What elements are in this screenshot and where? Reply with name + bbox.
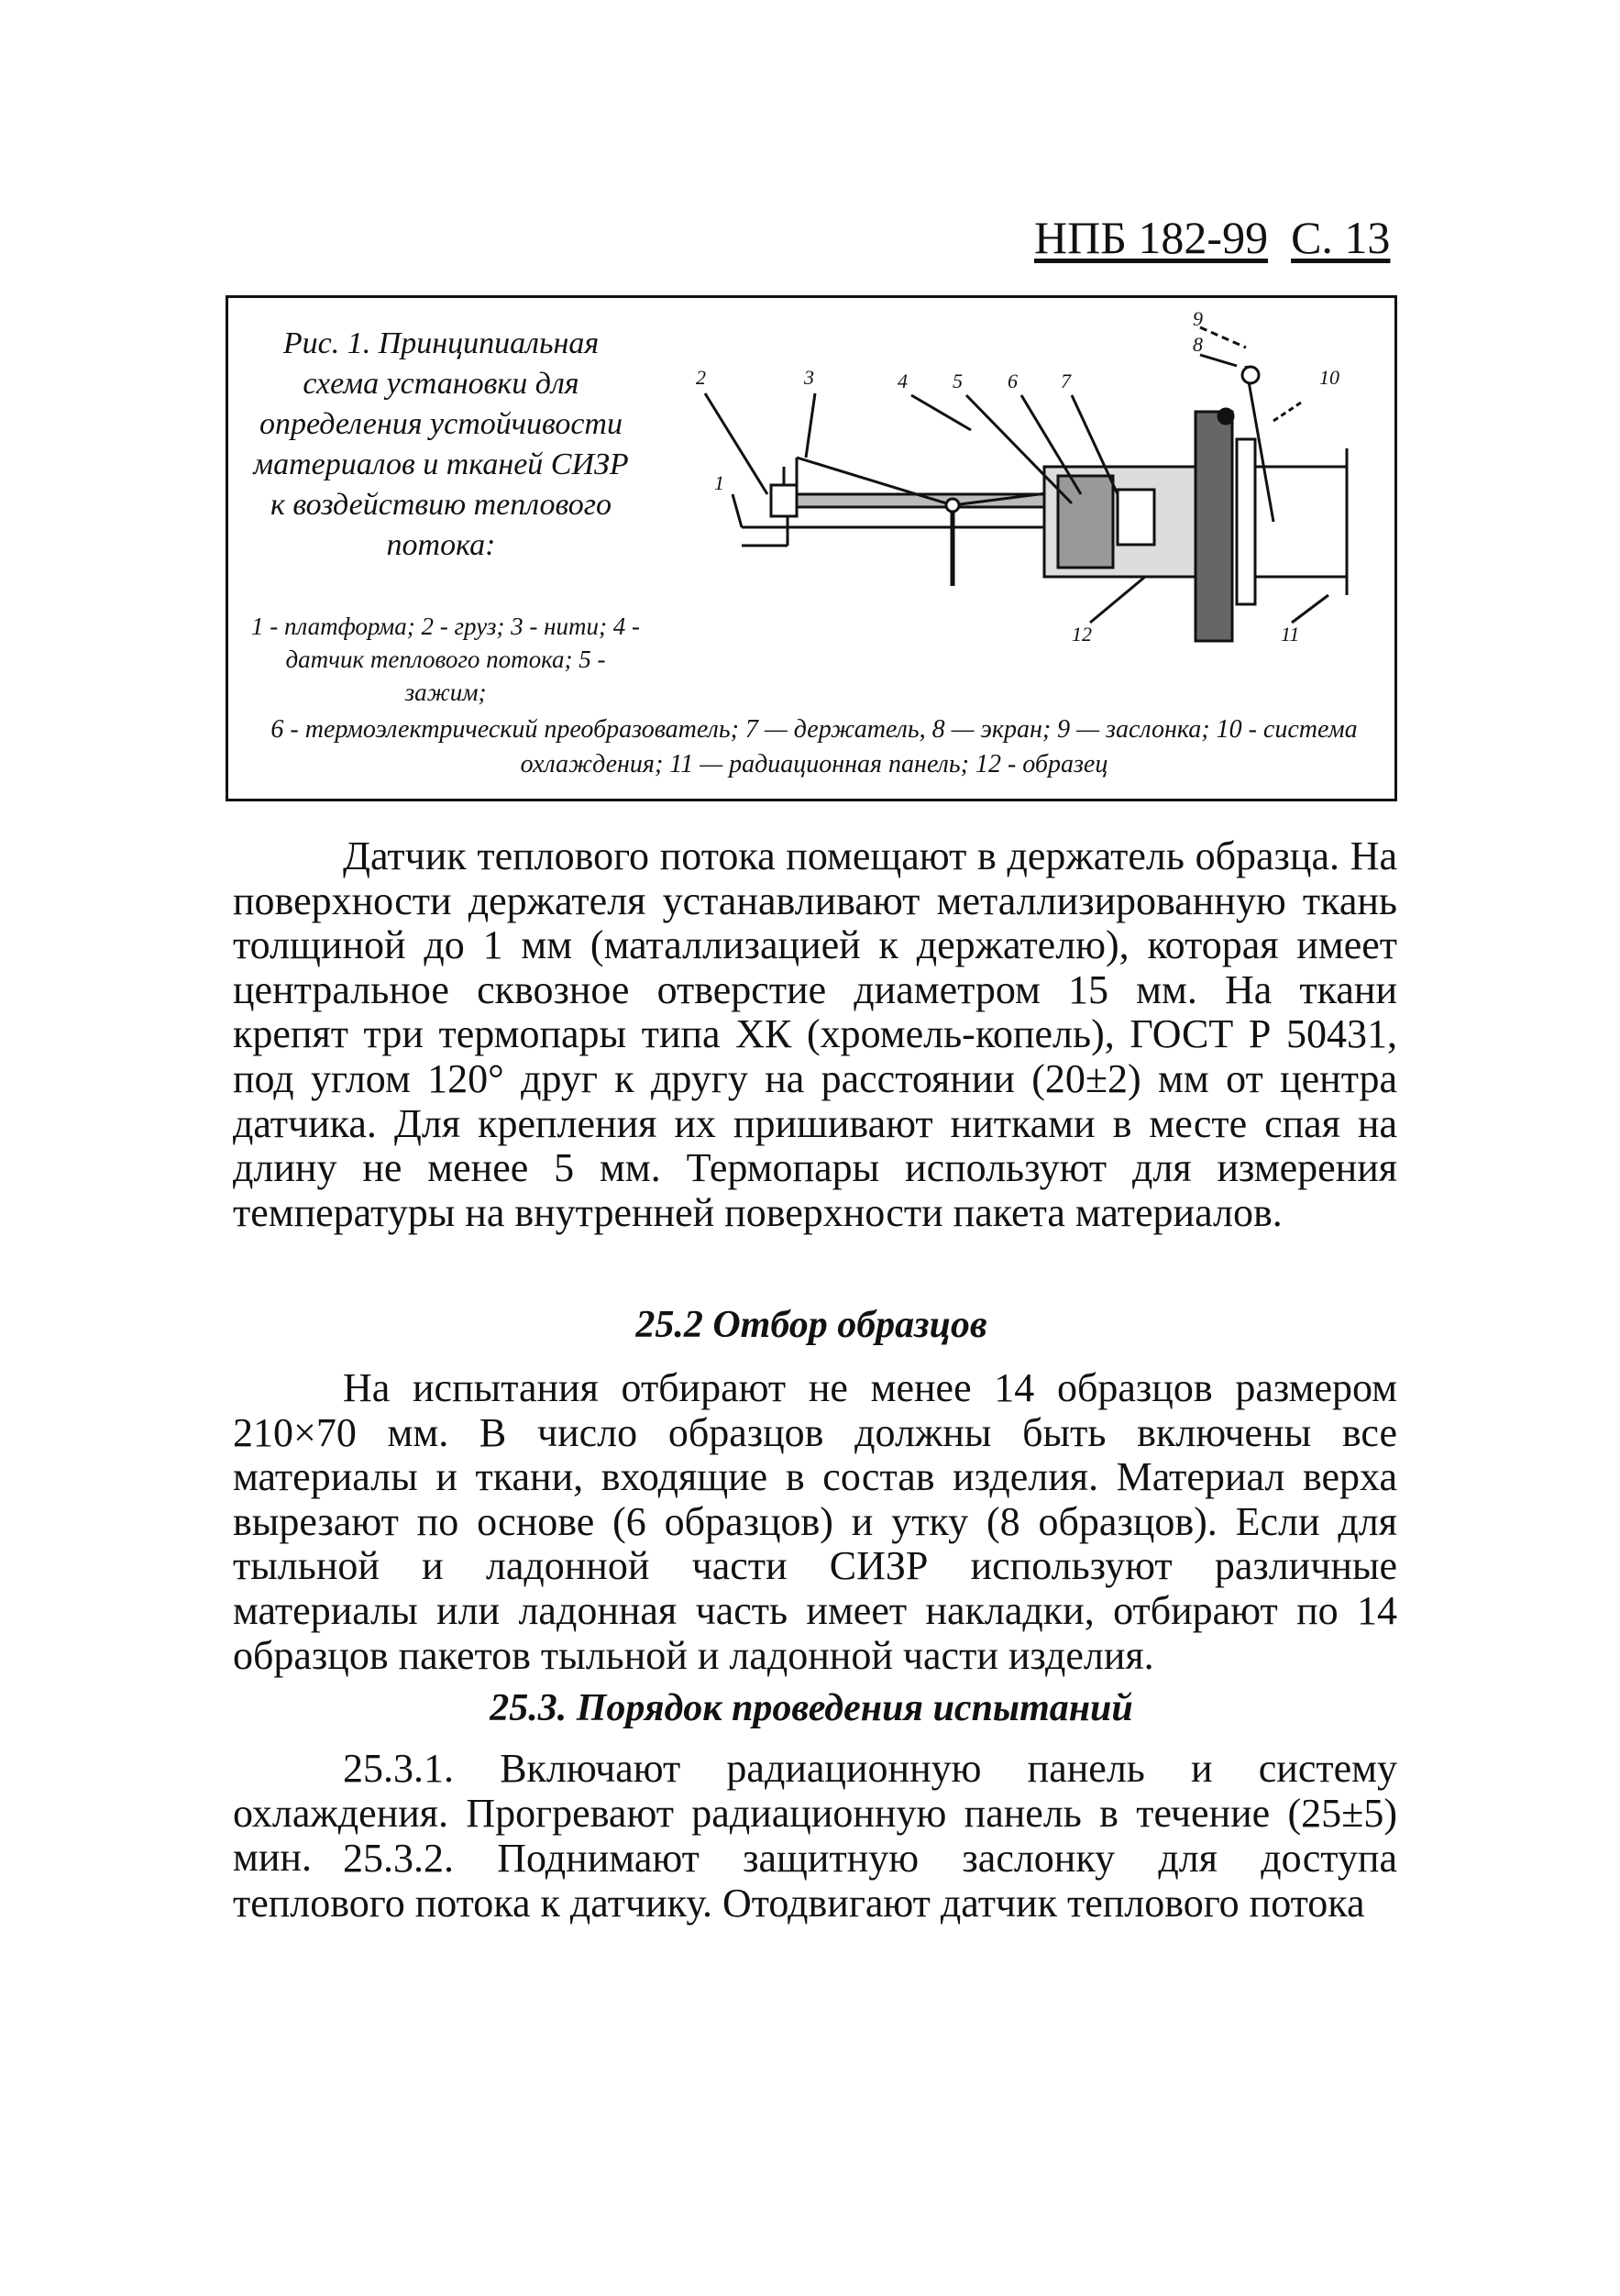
paragraph-sampling: На испытания отбирают не менее 14 образцов размером 210×70 мм. В число образцов должны быть включены все материалы и ткани, входящие в состав изделия. Материал верха вырезают по основе (6 образцов) и утку (8 образцов). Если для тыльной и ладонной части СИЗР используют различные материалы или ладонная часть имеет накладки, отбирают по 14 образцов пакетов тыльной и ладонной части изделия. <box>233 1365 1397 1678</box>
callout-5: 5 <box>953 370 963 392</box>
paragraph-25-3-1: 25.3.1. Включают радиационную панель и систему охлаждения. Прогревают радиационную панель в течение (25±5) мин. <box>233 1746 1397 1881</box>
apparatus-diagram <box>687 311 1393 707</box>
callout-1: 1 <box>714 471 724 494</box>
paragraph-25-3-2: 25.3.2. Поднимают защитную заслонку для доступа теплового потока к датчику. Отодвигают датчик теплового потока <box>233 1836 1397 1926</box>
figure-frame <box>226 295 1397 801</box>
heading-25-3: 25.3. Порядок проведения испытаний <box>490 1687 1133 1729</box>
heading-25-2: 25.2 Отбор образцов <box>635 1304 987 1346</box>
callout-12: 12 <box>1072 623 1092 646</box>
screen-shape <box>1196 412 1232 641</box>
page-header <box>1034 209 1396 266</box>
callout-10: 10 <box>1319 366 1339 389</box>
callout-4: 4 <box>898 370 908 392</box>
callout-2: 2 <box>696 366 706 389</box>
document-code: НПБ 182-99 <box>1034 212 1269 263</box>
radiant-panel-shape <box>1237 439 1255 604</box>
figure-legend-part2: 6 - термоэлектрический преобразователь; 7 — держатель, 8 — экран; 9 — заслонка; 10 - система охлаждения; 11 — радиационная панель; 12 - образец <box>270 715 1358 778</box>
paragraph-sensor: Датчик теплового потока помещают в держатель образца. На поверхности держателя устанавливают металлизированную ткань толщиной до 1 мм (маталлизацией к держателю), которая имеет центральное сквозное отверстие диаметром 15 мм. На ткани крепят три термопары типа ХК (хромель-копель), ГОСТ Р 50431, под углом 120° друг к другу на расстоянии (20±2) мм от центра датчика. Для крепления их пришивают нитками в месте спая на длину не менее 5 мм. Термопары используют для измерения температуры на внутренней поверхности пакета материалов. <box>233 833 1397 1235</box>
callout-8: 8 <box>1193 333 1203 356</box>
callout-9: 9 <box>1193 311 1203 330</box>
callout-3: 3 <box>804 366 814 389</box>
weight-shape <box>771 485 797 516</box>
callout-11: 11 <box>1281 623 1300 646</box>
figure-caption: Рис. 1. Принципиальная схема установки для определения устойчивости материалов и тканей СИЗР к воздействию теплового потока: <box>253 326 629 562</box>
page-number: С. 13 <box>1291 212 1391 263</box>
callout-6: 6 <box>1008 370 1018 392</box>
figure-legend-part1: 1 - платформа; 2 - груз; 3 - нити; 4 - датчик теплового потока; 5 - зажим; <box>251 613 640 706</box>
callout-7: 7 <box>1061 370 1071 392</box>
